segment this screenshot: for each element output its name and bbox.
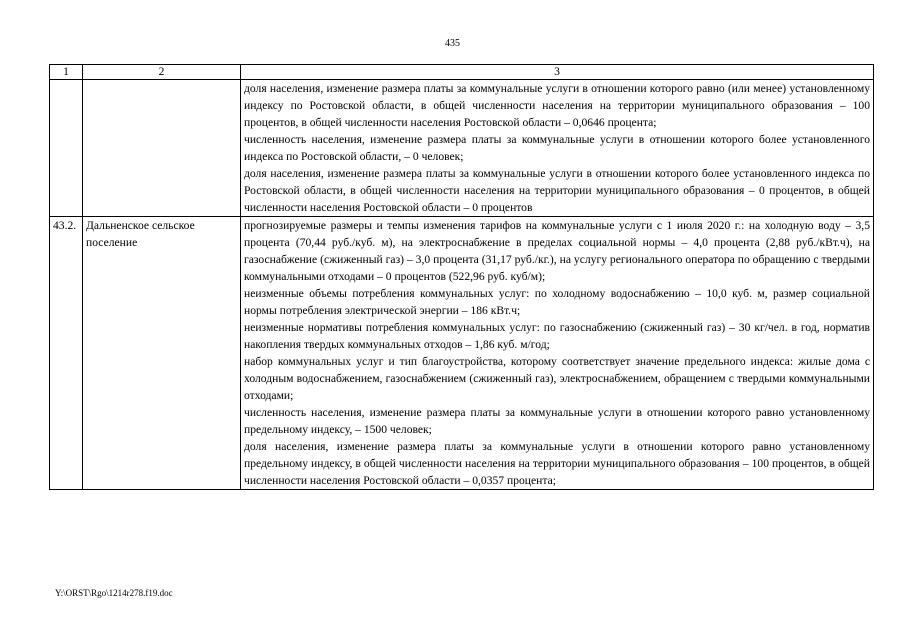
description-cell: [241, 80, 874, 217]
municipality-name-cell: Дальненское сельское поселение: [83, 217, 241, 490]
description-paragraph: неизменные объемы потребления коммунальных услуг: по холодному водоснабжению – 10,0 куб. м, размер социальной нормы потребления электрической энергии – 186 кВт.ч;: [244, 287, 870, 317]
column-header-2: 2: [83, 65, 241, 80]
description-paragraph: набор коммунальных услуг и тип благоустройства, которому соответствует значение предельного индекса: жилые дома с холодным водоснабжением, газоснабжением (сжиженный газ), электроснабжением, обращением с твердыми коммунальными отходами;: [244, 355, 870, 402]
column-header-1: 1: [50, 65, 83, 80]
column-header-3: 3: [241, 65, 874, 80]
description-paragraph: численность населения, изменение размера платы за коммунальные услуги в отношении которого равно установленному предельному индексу, – 1500 человек;: [244, 406, 870, 436]
description-paragraph: неизменные нормативы потребления коммунальных услуг: по газоснабжению (сжиженный газ) – 30 кг/чел. в год, норматив накопления твердых коммунальных отходов – 1,86 куб. м/год;: [244, 321, 870, 351]
municipality-name-cell: [83, 80, 241, 217]
document-table: [49, 64, 874, 490]
description-paragraph: прогнозируемые размеры и темпы изменения тарифов на коммунальные услуги с 1 июля 2020 г.: на холодную воду – 3,5 процента (70,44 руб./куб. м), на электроснабжение в пределах социальной нормы – 4,0 процента (2,88 руб./кВт.ч), на газоснабжение (сжиженный газ) – 3,0 процента (31,17 руб./кг.), на услугу регионального оператора по обращению с твердыми коммунальными отходами – 0 процентов (522,96 руб. куб/м);: [244, 219, 870, 283]
description-paragraph: доля населения, изменение размера платы за коммунальные услуги в отношении которого равно установленному предельному индексу, в общей численности населения на территории муниципального образования – 100 процентов, в общей численности населения Ростовской области – 0,0357 процента;: [244, 440, 870, 487]
row-number-cell: 43.2.: [50, 217, 83, 490]
description-paragraph: численность населения, изменение размера платы за коммунальные услуги в отношении которого более установленного индекса по Ростовской области, – 0 человек;: [244, 133, 870, 163]
description-cell: [241, 217, 874, 490]
description-paragraph: доля населения, изменение размера платы за коммунальные услуги в отношении которого более установленного индекса по Ростовской области, в общей численности населения на территории муниципального образования – 0 процентов, в общей численности населения Ростовской области – 0 процентов: [244, 167, 870, 214]
description-paragraph: доля населения, изменение размера платы за коммунальные услуги в отношении которого равно (или менее) установленному индексу по Ростовской области, в общей численности населения на территории муниципального образования – 100 процентов, в общей численности населения Ростовской области – 0,0646 процента;: [244, 82, 870, 129]
table-row: [50, 217, 874, 490]
footer-file-path: Y:\ORST\Rgo\1214r278.f19.doc: [55, 588, 173, 598]
page-number: 435: [445, 38, 460, 49]
table-header-row: [50, 65, 874, 80]
table-row: [50, 80, 874, 217]
row-number-cell: [50, 80, 83, 217]
